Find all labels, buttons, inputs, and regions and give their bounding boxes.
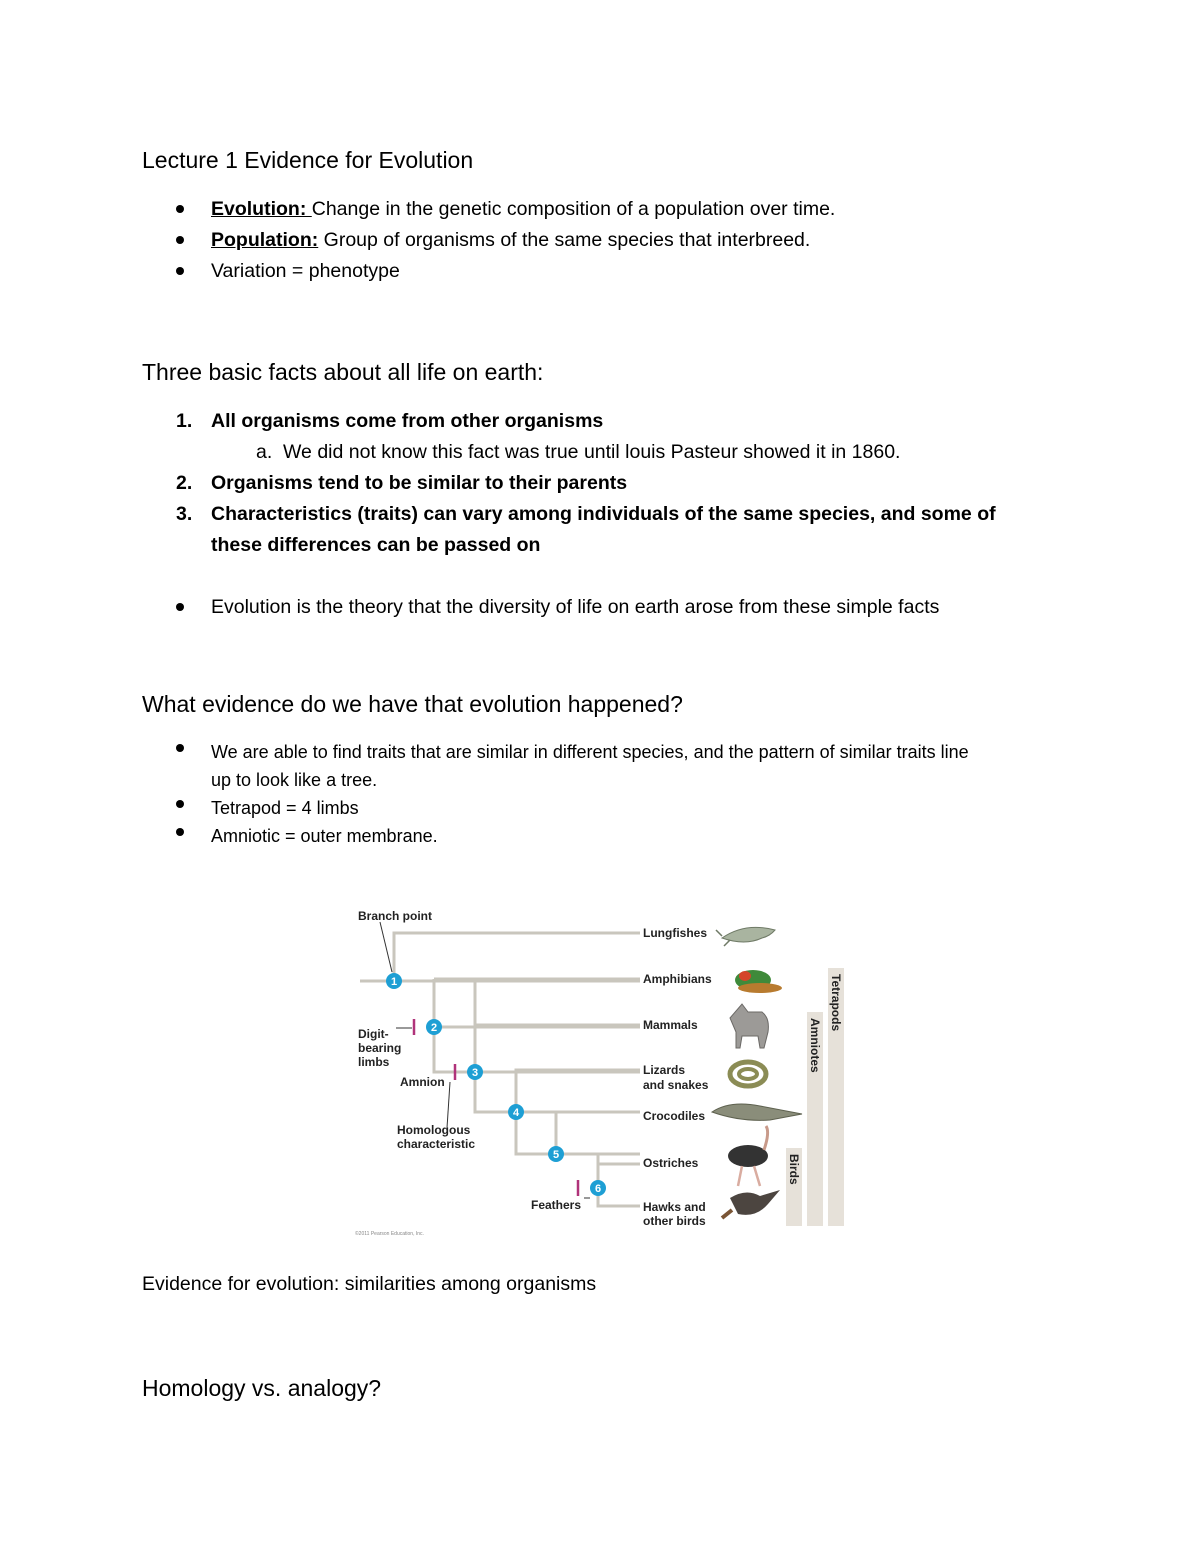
bullet-dot [176, 236, 184, 244]
taxon-mammals: Mammals [643, 1018, 698, 1032]
homologous-label-1: Homologous [397, 1123, 471, 1137]
evidence-bullet-1-line1: We are able to find traits that are similar in different species, and the pattern of similar traits line [211, 742, 969, 762]
birds-label: Birds [787, 1154, 801, 1185]
evidence-bullet-1-line2: up to look like a tree. [211, 770, 378, 790]
figure-copyright: ©2011 Pearson Education, Inc. [355, 1231, 424, 1237]
crocodile-icon [712, 1104, 802, 1120]
taxon-hawks-line1: Hawks and [643, 1200, 706, 1214]
bullet-dot [176, 800, 184, 808]
homology-heading: Homology vs. analogy? [142, 1375, 382, 1401]
node-3-label: 3 [471, 1067, 479, 1079]
taxon-lizards-line1: Lizards [643, 1063, 686, 1077]
hawk-icon [722, 1190, 780, 1218]
fact-number: 2. [176, 472, 193, 494]
homologous-label-2: characteristic [397, 1137, 476, 1151]
taxon-amphibians: Amphibians [643, 972, 712, 986]
node-5-label: 5 [552, 1149, 560, 1161]
branch-point-pointer [380, 922, 392, 972]
taxon-crocodiles: Crocodiles [643, 1109, 706, 1123]
fact-number: 3. [176, 503, 193, 525]
node-2-label: 2 [430, 1022, 438, 1034]
definition-evolution-text: Change in the genetic composition of a population over time. [311, 198, 836, 220]
fact-1a: We did not know this fact was true until louis Pasteur showed it in 1860. [283, 441, 901, 463]
facts-heading: Three basic facts about all life on earth: [142, 359, 544, 385]
term-evolution: Evolution: [211, 198, 312, 220]
fact-2: Organisms tend to be similar to their parents [211, 472, 628, 494]
term-population: Population: [211, 229, 319, 251]
evidence-bullet-amniotic: Amniotic = outer membrane. [211, 826, 438, 846]
definition-population [211, 228, 810, 252]
bullet-dot [176, 603, 184, 611]
branch-point-label: Branch point [358, 909, 432, 923]
definition-variation: Variation = phenotype [211, 260, 400, 282]
node-4-label: 4 [512, 1107, 520, 1119]
bullet-dot [176, 744, 184, 752]
wolf-icon [730, 1004, 768, 1048]
taxon-lizards-line2: and snakes [643, 1078, 709, 1092]
figure-caption: Evidence for evolution: similarities among organisms [142, 1273, 597, 1295]
taxon-ostriches: Ostriches [643, 1156, 699, 1170]
evidence-bullet-tetrapod: Tetrapod = 4 limbs [211, 798, 359, 818]
snake-icon [730, 1062, 766, 1086]
taxon-lungfishes: Lungfishes [643, 926, 708, 940]
phylogenetic-tree-figure [350, 900, 860, 1240]
evidence-heading: What evidence do we have that evolution happened? [142, 691, 683, 717]
node-6-label: 6 [594, 1183, 602, 1195]
fact-number: 1. [176, 410, 193, 432]
digit-label-3: limbs [358, 1055, 390, 1069]
fact-3-line2: these differences can be passed on [211, 534, 541, 556]
definition-population-text: Group of organisms of the same species that interbreed. [318, 229, 811, 251]
lungfish-icon [716, 927, 775, 946]
definition-evolution [211, 197, 835, 221]
taxon-hawks-line2: other birds [643, 1214, 706, 1228]
fact-3-line1: Characteristics (traits) can vary among individuals of the same species, and some of [211, 503, 996, 525]
theory-statement: Evolution is the theory that the diversity of life on earth arose from these simple facts [211, 596, 940, 618]
fact-1: All organisms come from other organisms [211, 410, 604, 432]
node-1-label: 1 [390, 976, 398, 988]
feathers-label: Feathers [531, 1198, 582, 1212]
bullet-dot [176, 828, 184, 836]
homologous-pointer [447, 1082, 450, 1128]
fact-1a-marker: a. [256, 441, 273, 463]
bullet-dot [176, 205, 184, 213]
bullet-dot [176, 267, 184, 275]
digit-label-1: Digit- [358, 1027, 389, 1041]
amnion-label: Amnion [400, 1075, 445, 1089]
ostrich-icon [728, 1126, 768, 1186]
digit-label-2: bearing [358, 1041, 402, 1055]
amniotes-label: Amniotes [808, 1018, 822, 1073]
tetrapods-label: Tetrapods [829, 974, 843, 1032]
frog-icon [735, 970, 782, 993]
lecture-title: Lecture 1 Evidence for Evolution [142, 147, 474, 173]
